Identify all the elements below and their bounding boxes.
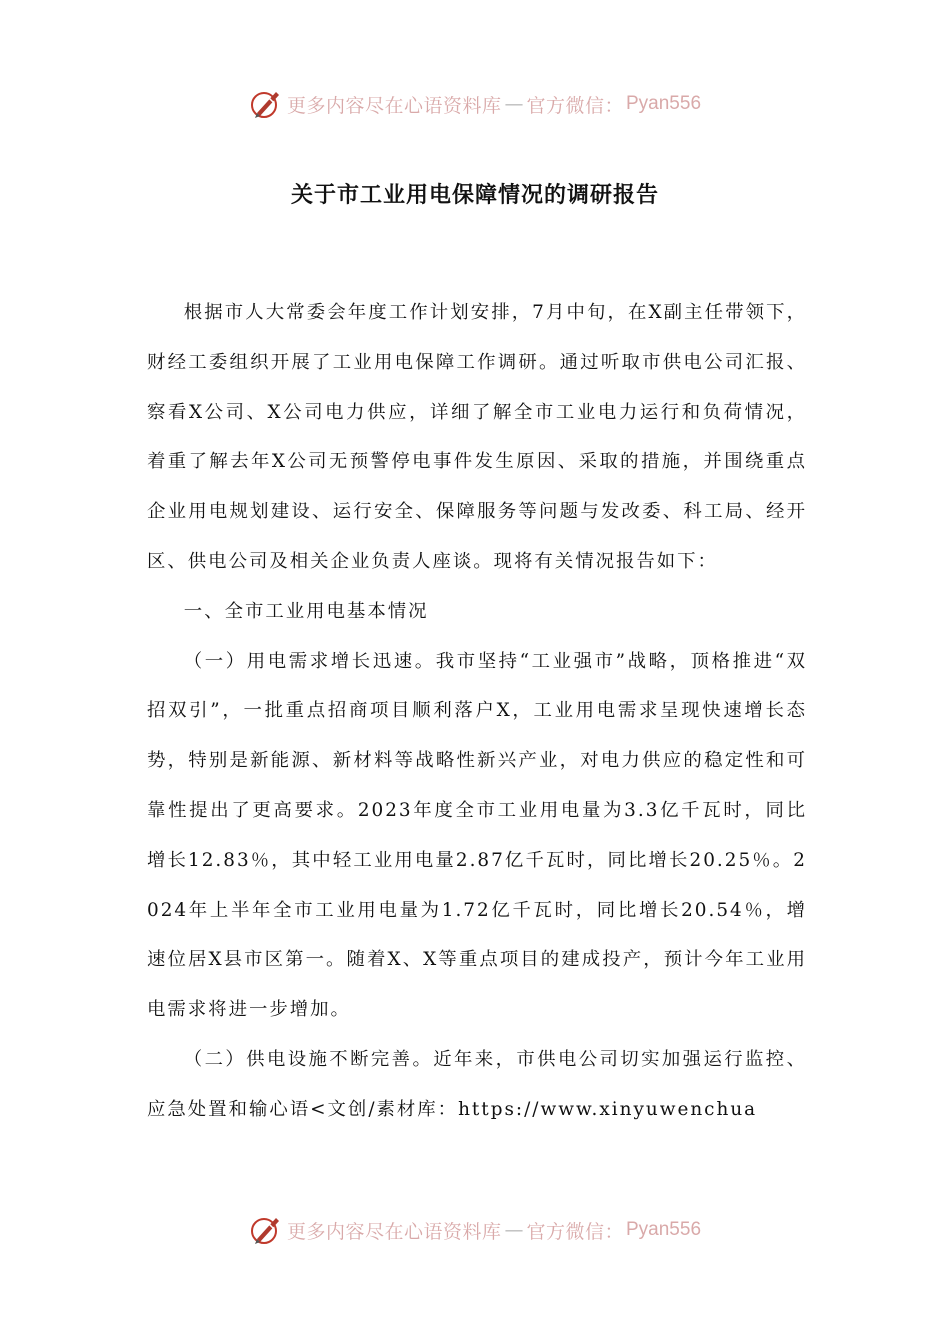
watermark-footer <box>0 1210 950 1250</box>
pen-logo-icon <box>249 1213 283 1247</box>
watermark-separator: — <box>504 1219 524 1241</box>
document-title: 关于市工业用电保障情况的调研报告 <box>290 183 659 208</box>
watermark-id: Pyan556 <box>626 93 702 114</box>
document-body <box>147 288 807 1135</box>
paragraph-intro: 根据市人大常委会年度工作计划安排，7月中旬，在X副主任带领下，财经工委组织开展了工业用电保障工作调研。通过听取市供电公司汇报、察看X公司、X公司电力供应，详细了解全市工业电力运行和负荷情况，着重了解去年X公司无预警停电事件发生原因、采取的措施，并围绕重点企业用电规划建设、运行安全、保障服务等问题与发改委、科工局、经开区、供电公司及相关企业负责人座谈。现将有关情况报告如下： <box>147 302 807 572</box>
watermark-label: 官方微信： <box>526 94 624 117</box>
watermark-text: 更多内容尽在心语资料库 <box>286 1220 502 1243</box>
paragraph-facilities: （二）供电设施不断完善。近年来，市供电公司切实加强运行监控、应急处置和输心语<文创/素材库：https://www.xinyuwenchua <box>147 1048 807 1120</box>
paragraph-demand: （一）用电需求增长迅速。我市坚持“工业强市”战略，顶格推进“双招双引”，一批重点招商项目顺利落户X，工业用电需求呈现快速增长态势，特别是新能源、新材料等战略性新兴产业，对电力供应的稳定性和可靠性提出了更高要求。2023年度全市工业用电量为3.3亿千瓦时，同比增长12.83％，其中轻工业用电量2.87亿千瓦时，同比增长20.25％。2024年上半年全市工业用电量为1.72亿千瓦时，同比增长20.54％，增速位居X县市区第一。随着X、X等重点项目的建成投产，预计今年工业用电需求将进一步增加。 <box>147 650 807 1021</box>
section-heading: 一、全市工业用电基本情况 <box>183 600 429 622</box>
watermark-label: 官方微信： <box>526 1220 624 1243</box>
pen-logo-icon <box>249 87 283 121</box>
watermark-header <box>0 84 950 124</box>
watermark-text: 更多内容尽在心语资料库 <box>286 94 502 117</box>
watermark-id: Pyan556 <box>626 1219 702 1240</box>
watermark-separator: — <box>504 93 524 115</box>
